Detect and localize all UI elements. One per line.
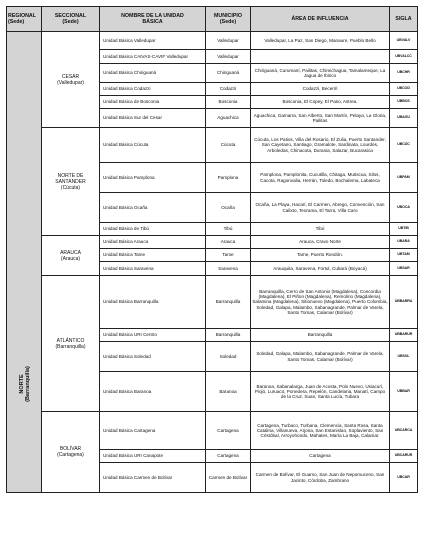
unidad-cell: Unidad Básica Pamplona (100, 163, 206, 193)
municipio-cell: Ocaña (206, 193, 251, 223)
sigla-cell: UBOCA (390, 193, 418, 223)
municipio-cell: Aguachica (206, 109, 251, 128)
unidad-cell: Unidad Básica Arauca (100, 236, 206, 249)
municipio-cell: Carmen de Bolívar (206, 463, 251, 493)
sigla-cell: UBTIB (390, 223, 418, 236)
unidad-cell: Unidad Básica CAIVAS-CAVIF Valledupar (100, 50, 206, 64)
unidad-cell: Unidad Básica Carmen de Bolívar (100, 463, 206, 493)
sigla-cell: UBCARUR (390, 450, 418, 463)
seccional-cell: NORTE DE SANTANDER (Cúcuta) (42, 128, 100, 236)
municipio-cell: Barranquilla (206, 276, 251, 329)
unidad-cell: Unidad Básica Chiriguaná (100, 64, 206, 83)
area-influencia-cell: Ocaña, La Playa, Hacarí, El Carmen, Abrego, Convención, San Calixto, Teorama, El Tarra, Villa Caro (251, 193, 390, 223)
municipio-cell: Cartagena (206, 412, 251, 450)
sigla-cell: UBTAM (390, 249, 418, 262)
area-influencia-cell: Barranquilla (251, 329, 390, 342)
municipio-cell: Saravena (206, 262, 251, 276)
header-regional: REGIONAL (Sede) (7, 7, 42, 32)
municipio-cell: Arauca (206, 236, 251, 249)
area-influencia-cell: Codazzi, Becerril (251, 83, 390, 96)
header-row (7, 7, 418, 32)
sigla-cell: UBCÚC (390, 128, 418, 163)
seccional-cell: ARAUCA (Arauca) (42, 236, 100, 276)
header-sigla: SIGLA (390, 7, 418, 32)
sigla-cell: UBBARUR (390, 329, 418, 342)
sigla-cell: UBBAR (390, 372, 418, 412)
unidad-cell: Unidad Básica Codazzi (100, 83, 206, 96)
sigla-cell: UBCAR (390, 463, 418, 493)
sigla-cell: UBCHR (390, 64, 418, 83)
unidad-cell: Unidad Básica Cúcuta (100, 128, 206, 163)
sigla-cell: UBVALCC (390, 50, 418, 64)
sigla-cell: UBCOD (390, 83, 418, 96)
header-municipio: MUNICIPIO (Sede) (206, 7, 251, 32)
header-seccional: SECCIONAL (Sede) (42, 7, 100, 32)
area-influencia-cell: Pamplona, Pamplonita, Cucutilla, Chitaga, Mutiscua, Silos, Cacota, Ragonvalia, Herrán, Toledo, Bochalema, Labateca (251, 163, 390, 193)
seccional-cell: BOLÍVAR (Cartagena) (42, 412, 100, 493)
regional-norte-label: NORTE (Barranquilla) (18, 365, 31, 402)
unidad-cell: Unidad Básica de Tibú (100, 223, 206, 236)
header-unidad: NOMBRE DE LA UNIDAD BÁSICA (100, 7, 206, 32)
area-influencia-cell: Tibú (251, 223, 390, 236)
seccional-cell: CESAR (Valledupar) (42, 32, 100, 128)
municipio-cell: Pamplona (206, 163, 251, 193)
sigla-cell: UBARA (390, 236, 418, 249)
area-influencia-cell: Soledad, Galapa, Malambo, Sabanagrande, Palmar de Varela, Santo Tomas, Calamar (Bolívar) (251, 342, 390, 372)
area-influencia-cell: Tame, Puerto Rondón. (251, 249, 390, 262)
area-influencia-cell: Chiriguaná, Curumaní, Pailitas, Chimichagua, Tamalameque, La Jagua de Ibirico (251, 64, 390, 83)
municipio-cell: Cartagena (206, 450, 251, 463)
sigla-cell: UBCARCA (390, 412, 418, 450)
municipio-cell: Bosconia (206, 96, 251, 109)
table-row (7, 236, 418, 249)
table-row (7, 128, 418, 163)
area-influencia-cell: Baranoa, Sabanalarga, Juan de Acosta, Polo Nuevo, Usiacurí, Piojó, Luruaco, Ponedera, Repelón, Candelaria, Manatí, Campo de la Cruz, Suan, Santa Lucía, Tubara (251, 372, 390, 412)
municipio-cell: Tibú (206, 223, 251, 236)
unidad-cell: Unidad Básica Sur del Cesar (100, 109, 206, 128)
sigla-cell: UBVALV (390, 32, 418, 50)
sigla-cell: UBAGU (390, 109, 418, 128)
municipio-cell: Tame (206, 249, 251, 262)
sigla-cell: UBBOS (390, 96, 418, 109)
area-influencia-cell: Arauca, Cravo Norte (251, 236, 390, 249)
unidad-cell: Unidad Básica Cartagena (100, 412, 206, 450)
municipio-cell: Barranquilla (206, 329, 251, 342)
municipio-cell: Valledupar (206, 50, 251, 64)
municipio-cell: Baranoa (206, 372, 251, 412)
unidad-cell: Unidad Básica URI Canapote (100, 450, 206, 463)
table-body (7, 32, 418, 493)
municipio-cell: Soledad (206, 342, 251, 372)
unidad-cell: Unidad Básica Soledad (100, 342, 206, 372)
unidad-cell: Unidad Básica Barranquilla (100, 276, 206, 329)
area-influencia-cell: Cúcuta, Los Patios, Villa del Rosario, El Zulia, Puerto Santander, San Cayetano, Santiago, Gramalote, Sardinata, Lourdes, Arboledas, Chinacota, Durania, Salazar, Bucarasica (251, 128, 390, 163)
sigla-cell: UBSAR (390, 262, 418, 276)
unidad-cell: Unidad Básica Ocaña (100, 193, 206, 223)
unidad-cell: Unidad Básica Tame (100, 249, 206, 262)
unidades-table (6, 6, 418, 493)
municipio-cell: Valledupar (206, 32, 251, 50)
unidad-cell: Unidad Básica Baranoa (100, 372, 206, 412)
municipio-cell: Codazzi (206, 83, 251, 96)
area-influencia-cell: Bosconia, El Copey, El Paso, Astrea. (251, 96, 390, 109)
unidad-cell: Unidad Básica URI Centro (100, 329, 206, 342)
table-row (7, 32, 418, 50)
sigla-cell: UBSOL (390, 342, 418, 372)
sigla-cell: UBBARRA (390, 276, 418, 329)
municipio-cell: Chiriguaná (206, 64, 251, 83)
regional-cell-top (7, 32, 42, 276)
table-row (7, 412, 418, 450)
area-influencia-cell: Cartagena, Turbaco, Turbana, Clemencia, Santa Rosa, Santa Catalina, Villanueva, Arjona, San Estanislao, Soplaviento, San Cristóbal, Arroyohondo, Mahates, María La Baja, Calamar. (251, 412, 390, 450)
municipio-cell: Cúcuta (206, 128, 251, 163)
area-influencia-cell: Valledupar, La Paz, San Diego, Manaure, Pueblo Bello (251, 32, 390, 50)
regional-cell-norte (7, 276, 42, 493)
area-influencia-cell: Carmen de Bolívar, El Guamo, San Juan de Nepomuceno, San Jacinto, Córdoba, Zambrano (251, 463, 390, 493)
area-influencia-cell: Barranquilla, Cerro de San Antonio (Magdalena), Concordia (Magdalena), El Piñon (Magdalena), Remolino (Magdalena), Salamina (Magdalena), Sitionuevo (Magdalena), Puerto Colombia, Soledad, Galapa, Malambo, Sabanagrande, Palmar de Varela, Santo Tomas, Calamar (Bolívar) (251, 276, 390, 329)
area-influencia-cell: Aguachica, Gamarra, San Alberto, San Martín, Pelaya, La Gloria, Pailitas (251, 109, 390, 128)
unidad-cell: Unidad Básica de Bosconia (100, 96, 206, 109)
area-influencia-cell: Cartagena (251, 450, 390, 463)
unidad-cell: Unidad Básica Valledupar (100, 32, 206, 50)
seccional-cell: ATLÁNTICO (Barranquilla) (42, 276, 100, 412)
header-area: ÁREA DE INFLUENCIA (251, 7, 390, 32)
area-influencia-cell (251, 50, 390, 64)
area-influencia-cell: Arauquita, Saravena, Fortul, Cubará (Boyacá) (251, 262, 390, 276)
sigla-cell: UBPAM (390, 163, 418, 193)
unidad-cell: Unidad Básica Saravena (100, 262, 206, 276)
table-row (7, 276, 418, 329)
